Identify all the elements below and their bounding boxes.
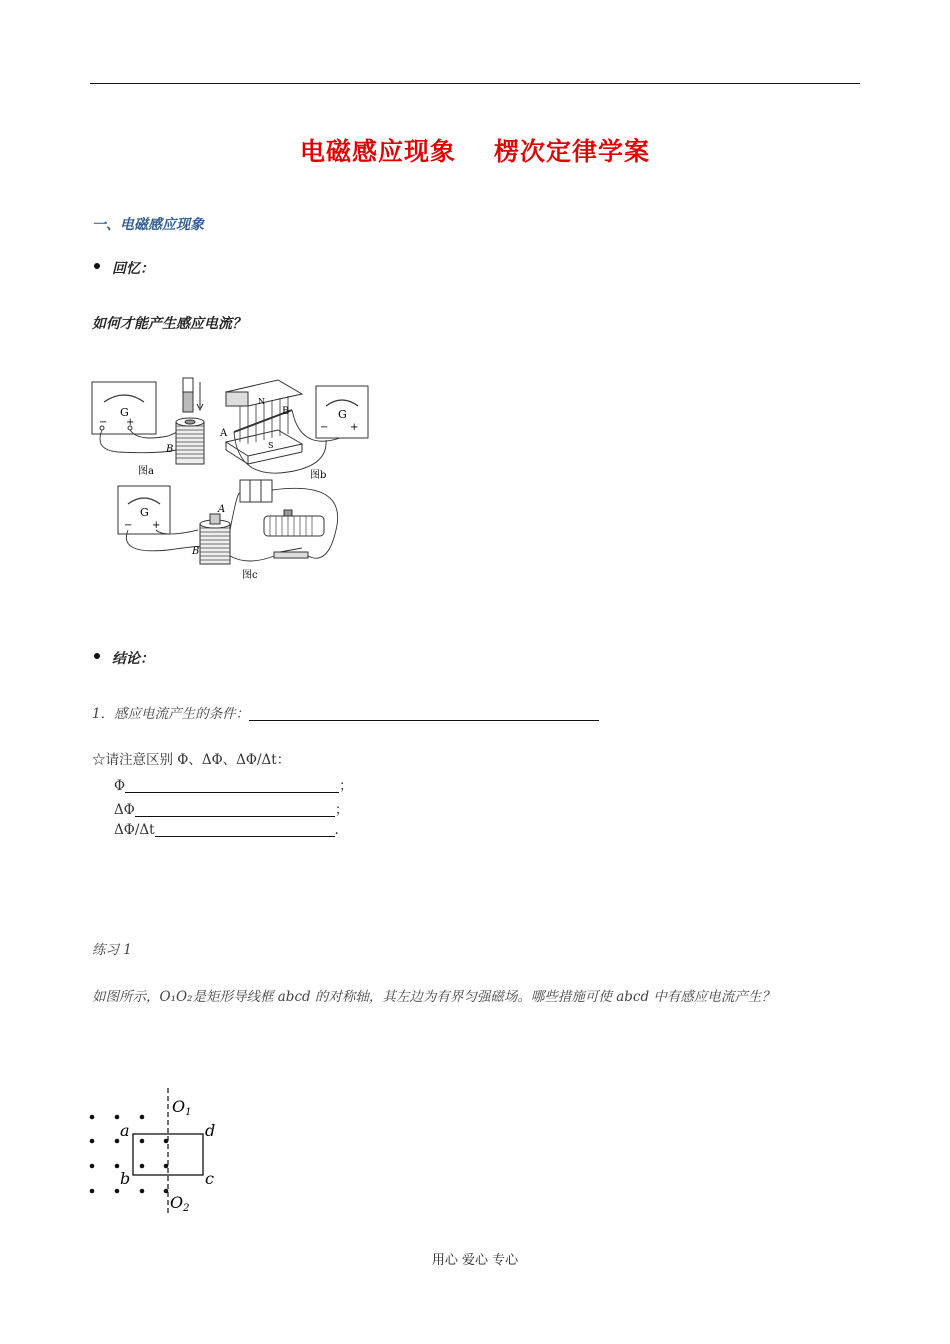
induction-experiments-figure	[88, 370, 388, 590]
rod-end-a: A	[220, 428, 228, 439]
conclusion-label: 结论：	[112, 651, 154, 667]
loop-field-figure	[84, 1084, 234, 1220]
label-a: a	[120, 1121, 130, 1140]
svg-text:+: +	[350, 422, 359, 433]
svg-text:B: B	[192, 546, 200, 557]
condition-text: 1．感应电流产生的条件：	[92, 706, 250, 722]
dphi-blank[interactable]	[135, 802, 335, 817]
dphidt-line	[114, 822, 339, 838]
phi-semicolon: ；	[339, 778, 353, 794]
title-part1: 电磁感应现象	[299, 137, 456, 166]
recall-label: 回忆：	[112, 261, 154, 277]
svg-text:−: −	[124, 520, 133, 531]
caption-b: 图b	[310, 470, 327, 481]
svg-text:A: A	[218, 504, 226, 515]
bullet-dot-icon	[94, 263, 100, 269]
svg-text:G: G	[338, 408, 347, 421]
dphi-line	[114, 798, 348, 818]
page-title	[0, 132, 950, 168]
galv-a-plus: +	[126, 417, 135, 428]
question-text: 如何才能产生感应电流？	[92, 316, 246, 332]
label-d: d	[205, 1121, 216, 1140]
magnet-field-b	[219, 380, 302, 464]
galvanometer-c	[118, 486, 170, 534]
condition-blank[interactable]	[249, 706, 599, 721]
header-rule	[90, 83, 860, 84]
bullet-dot-icon	[94, 653, 100, 659]
phi-blank[interactable]	[125, 778, 339, 793]
galvanometer-b	[316, 386, 368, 438]
note-intro: ☆请注意区别 Φ、ΔΦ、ΔΦ/Δt：	[92, 752, 291, 768]
galvanometer-a	[92, 382, 156, 434]
dphidt-period: .	[334, 822, 339, 838]
phi-line	[114, 774, 353, 794]
dphidt-blank[interactable]	[155, 822, 335, 837]
pole-n: N	[258, 397, 265, 406]
label-o2: O2	[170, 1193, 190, 1214]
condition-line	[92, 702, 599, 722]
conclusion-bullet	[94, 648, 154, 668]
dphidt-label: ΔΦ/Δt	[114, 822, 155, 838]
dphi-semicolon: ；	[334, 802, 349, 818]
exercise-label: 练习 1	[92, 942, 132, 958]
phi-label: Φ	[114, 778, 126, 794]
svg-text:G: G	[140, 506, 149, 519]
recall-bullet	[94, 258, 154, 278]
galv-a-letter: G	[120, 406, 129, 419]
coil-c	[191, 504, 230, 564]
pole-s: S	[268, 441, 274, 450]
svg-text:+: +	[152, 520, 161, 531]
rod-end-b: B	[282, 406, 290, 417]
galv-a-minus: −	[99, 417, 108, 428]
label-c: c	[205, 1169, 214, 1188]
caption-a: 图a	[138, 466, 154, 477]
section-heading: 一、电磁感应现象	[92, 217, 204, 233]
coil-a	[165, 418, 204, 464]
caption-c: 图c	[242, 570, 258, 581]
coil-a-label: B	[166, 444, 174, 455]
dphi-label: ΔΦ	[114, 802, 135, 818]
page-footer: 用心 爱心 专心	[431, 1253, 519, 1268]
title-part2: 楞次定律学案	[494, 137, 651, 166]
label-o1: O1	[172, 1097, 192, 1118]
label-b: b	[120, 1169, 131, 1188]
exercise-text: 如图所示，O₁O₂是矩形导线框 abcd 的对称轴，其左边为有界匀强磁场。哪些措施可使 abcd 中有感应电流产生？	[92, 989, 775, 1005]
svg-text:−: −	[320, 422, 329, 433]
